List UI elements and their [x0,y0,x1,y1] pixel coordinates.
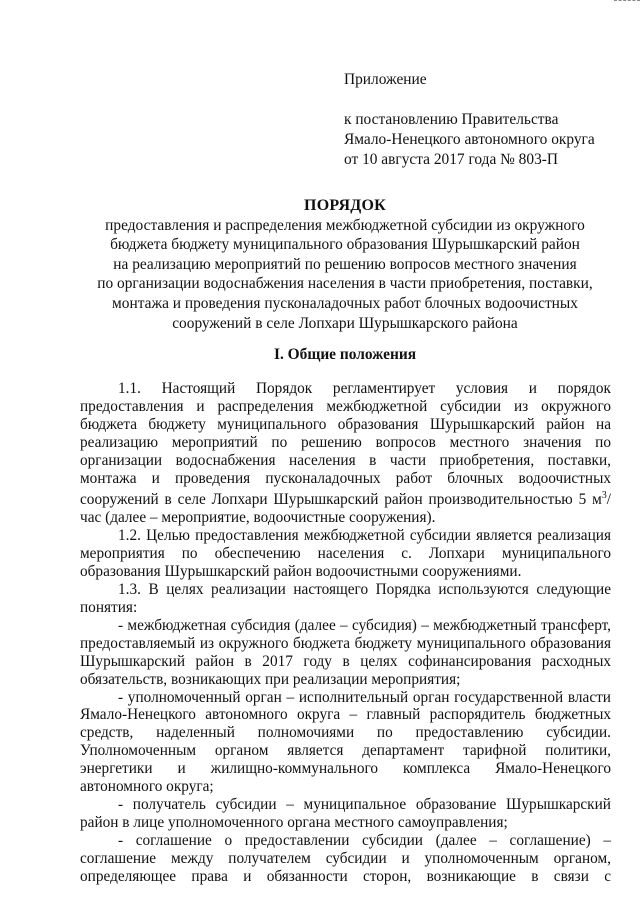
title-heading: ПОРЯДОК [304,197,386,214]
paragraph-1-1-text-end: /час (далее – мероприятие, водоочистные сооружения). [80,491,611,527]
appendix-line-3: от 10 августа 2017 года № 803-П [344,151,559,168]
title-line: сооружений в селе Лопхари Шурышкарского района [172,314,518,332]
paragraph-1-1-text: 1.1. Настоящий Порядок регламентирует условия и порядок предоставления и распределения межбюджетной субсидии из окружного бюджета бюджету муниципального образования Шурышкарский район на реализацию мероприятий по решению вопросов местного значения по организации водоснабжения населения в части приобретения, поставки, монтажа и проведения пусконаладочных работ блочных водоочистных сооружений в селе Лопхари Шурышкарский район производительностью 5 м [80,380,611,509]
paragraph-1-2: 1.2. Целью предоставления межбюджетной субсидии является реализация мероприятия по обеспечению населения с. Лопхари муниципального образования Шурышкарский район водоочистными сооружениями. [80,527,611,581]
definition-agreement: - соглашение о предоставлении субсидии (далее – соглашение) – соглашение между получателем субсидии и уполномоченным органом, определяющее права и обязанности сторон, возникающие в связи с [80,831,611,885]
paragraph-1-3: 1.3. В целях реализации настоящего Порядка используются следующие понятия: [80,581,611,616]
appendix-line-1: к постановлению Правительства [344,111,559,128]
paragraph-1-1 [80,380,611,527]
appendix-label: Приложение [344,71,427,88]
definition-recipient: - получатель субсидии – муниципальное образование Шурышкарский район в лице уполномоченного органа местного самоуправления; [80,795,611,831]
corner-scan-mark [614,0,640,5]
document-title [60,196,630,333]
title-line: бюджета бюджету муниципального образования Шурышкарский район [110,236,580,254]
title-line: по организации водоснабжения населения в части приобретения, поставки, [97,275,593,293]
definition-subsidy: - межбюджетная субсидия (далее – субсидия) – межбюджетный трансферт, предоставляемый из окружного бюджета бюджету муниципального образования Шурышкарский район в 2017 году в целях софинансирования расходных обязательств, возникающих при реализации мероприятия; [80,616,611,688]
title-line: на реализацию мероприятий по решению вопросов местного значения [113,255,577,273]
section-title: I. Общие положения [273,346,417,363]
title-line: монтажа и проведения пусконаладочных работ блочных водоочистных [112,294,578,312]
appendix-line-2: Ямало-Ненецкого автономного округа [344,131,595,148]
definition-authorized-body: - уполномоченный орган – исполнительный орган государственной власти Ямало-Ненецкого автономного округа – главный распорядитель бюджетных средств, наделенный полномочиями по предоставлению субсидии. Уполномоченным органом является департамент тарифной политики, энергетики и жилищно-коммунального комплекса Ямало-Ненецкого автономного округа; [80,688,611,796]
superscript-cubed: 3 [601,490,607,502]
appendix-block [344,70,595,170]
title-line: предоставления и распределения межбюджетной субсидии из окружного [105,216,585,234]
section-body [80,380,611,885]
